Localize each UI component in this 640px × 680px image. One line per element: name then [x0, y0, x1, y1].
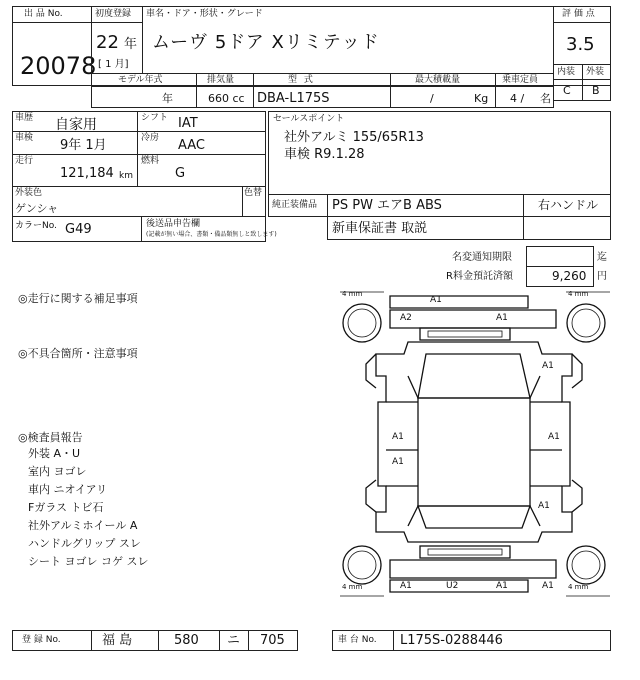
reg-kana: ニ — [227, 633, 241, 648]
lot-label: 出 品 No. — [24, 9, 63, 19]
sales-point-1: 社外アルミ 155/65R13 — [284, 130, 424, 145]
recycle-label: R料金預託済額 — [446, 271, 513, 282]
name-change-box — [526, 246, 594, 267]
damage-mark: A1 — [392, 457, 404, 467]
damage-mark: A2 — [400, 313, 412, 323]
car-diagram — [338, 290, 612, 600]
roof — [418, 398, 530, 506]
equip-label: 純正装備品 — [272, 200, 318, 210]
windshield — [418, 354, 530, 398]
history-value: 自家用 — [55, 117, 97, 133]
first-reg-label: 初度登録 — [95, 9, 132, 19]
details-mid-row — [12, 131, 266, 155]
sales-point-label: セールスポイント — [273, 114, 345, 124]
load-label: 最大積載量 — [415, 75, 461, 85]
recolor-label: 色替 — [244, 188, 263, 198]
name-change-label: 名変通知期限 — [452, 252, 512, 263]
warranty-value: 新車保証書 取説 — [332, 221, 428, 236]
interior-grade: C — [563, 84, 571, 97]
front-bumper — [390, 296, 528, 308]
mileage-value: 121,184 — [60, 166, 114, 181]
steering-value: 右ハンドル — [538, 198, 599, 212]
tread-rear-left: 4 mm — [342, 583, 363, 591]
model-code: DBA-L175S — [257, 91, 330, 106]
body-outline — [376, 342, 572, 542]
wheel-front-left — [343, 304, 381, 342]
chassis-label: 車 台 No. — [338, 635, 377, 645]
type-label: 型 式 — [288, 75, 315, 85]
inspector-heading: ◎検査員報告 — [18, 431, 83, 444]
driving-heading: ◎走行に関する補足事項 — [18, 292, 138, 305]
ac-value: AAC — [178, 138, 205, 153]
damage-mark: U2 — [446, 581, 459, 591]
name-change-unit: 迄 — [597, 252, 607, 263]
note-line: 社外アルミホイール A — [28, 519, 138, 532]
capacity-unit: 名 — [540, 92, 551, 105]
color-value: ゲンシャ — [15, 202, 59, 215]
note-line: 車内 ニオイアリ — [28, 483, 108, 496]
fuel-label: 燃料 — [141, 156, 160, 166]
capacity-value: 4 / — [510, 92, 525, 105]
reg-area: 福 島 — [102, 633, 133, 648]
wheel-rear-right — [567, 546, 605, 584]
tread-front-left: 4 mm — [342, 290, 363, 298]
history-label: 車歴 — [15, 113, 34, 123]
inspection-value: 9年 1月 — [60, 138, 107, 153]
load-slash: / — [430, 92, 434, 105]
exterior-label: 外装 — [586, 67, 605, 77]
rear-hatch — [390, 560, 556, 578]
reg-number: 705 — [260, 633, 285, 648]
chassis-number: L175S-0288446 — [400, 633, 503, 648]
first-reg-year-unit: 年 — [124, 37, 138, 52]
defects-heading: ◎不具合箇所・注意事項 — [18, 347, 138, 360]
post-doc-label: 後送品申告欄 — [146, 219, 201, 229]
tread-front-right: 4 mm — [568, 290, 589, 298]
inspector-notes — [28, 448, 149, 574]
ac-label: 冷房 — [141, 133, 160, 143]
damage-mark: A1 — [400, 581, 412, 591]
rear-window — [418, 506, 530, 528]
rating-value: 3.5 — [566, 34, 595, 55]
equipment-value: PS PW エアB ABS — [332, 198, 442, 213]
damage-mark: A1 — [542, 581, 554, 591]
front-hood-strip — [390, 310, 556, 328]
first-reg-year: 22 — [96, 32, 119, 53]
car-name: ムーヴ 5ドア Xリミテッド — [152, 32, 380, 53]
note-line: シート ヨゴレ コゲ スレ — [28, 555, 149, 568]
interior-label: 内装 — [557, 67, 576, 77]
name-label: 車名・ドア・形状・グレード — [146, 9, 263, 19]
exterior-grade: B — [592, 84, 600, 97]
note-line: 外装 A・U — [28, 447, 81, 460]
damage-mark: A1 — [430, 295, 442, 305]
reg-label: 登 録 No. — [22, 635, 61, 645]
reg-class: 580 — [174, 633, 199, 648]
displacement-value: 660 cc — [208, 92, 245, 105]
mileage-label: 走行 — [15, 156, 34, 166]
model-year-unit: 年 — [162, 92, 173, 105]
shift-label: シフト — [141, 113, 169, 123]
note-line: ハンドルグリップ スレ — [28, 537, 141, 550]
wheel-front-right — [567, 304, 605, 342]
displacement-label: 排気量 — [207, 75, 235, 85]
recycle-unit: 円 — [597, 271, 607, 282]
rating-label: 評 価 点 — [562, 9, 595, 19]
model-year-label: モデル年式 — [118, 75, 163, 85]
post-doc-note: (記載が無い場合、書類・備品類無しと致します) — [146, 231, 277, 238]
wheel-rear-left — [343, 546, 381, 584]
damage-mark: A1 — [542, 361, 554, 371]
note-line: Fガラス トビ石 — [28, 501, 104, 514]
first-reg-month: [ 1 月] — [98, 59, 129, 70]
mileage-unit: km — [119, 171, 133, 181]
lot-number: 20078 — [20, 52, 97, 80]
damage-mark: A1 — [496, 313, 508, 323]
damage-mark: A1 — [538, 501, 550, 511]
warranty-blank-cell — [523, 216, 611, 240]
inspection-label: 車検 — [15, 133, 34, 143]
damage-mark: A1 — [392, 432, 404, 442]
damage-mark: A1 — [496, 581, 508, 591]
color-label: 外装色 — [15, 188, 43, 198]
load-unit: Kg — [474, 92, 489, 105]
capacity-label: 乗車定員 — [502, 75, 539, 85]
recycle-value: 9,260 — [552, 269, 587, 283]
fuel-value: G — [175, 166, 186, 181]
sales-point-2: 車検 R9.1.28 — [284, 147, 365, 162]
color-no-value: G49 — [65, 222, 92, 237]
rear-plate-area — [420, 546, 510, 558]
damage-mark: A1 — [548, 432, 560, 442]
shift-value: IAT — [178, 116, 198, 131]
front-grille — [420, 328, 510, 340]
tread-rear-right: 4 mm — [568, 583, 589, 591]
color-no-label: カラーNo. — [15, 221, 57, 231]
note-line: 室内 ヨゴレ — [28, 465, 87, 478]
